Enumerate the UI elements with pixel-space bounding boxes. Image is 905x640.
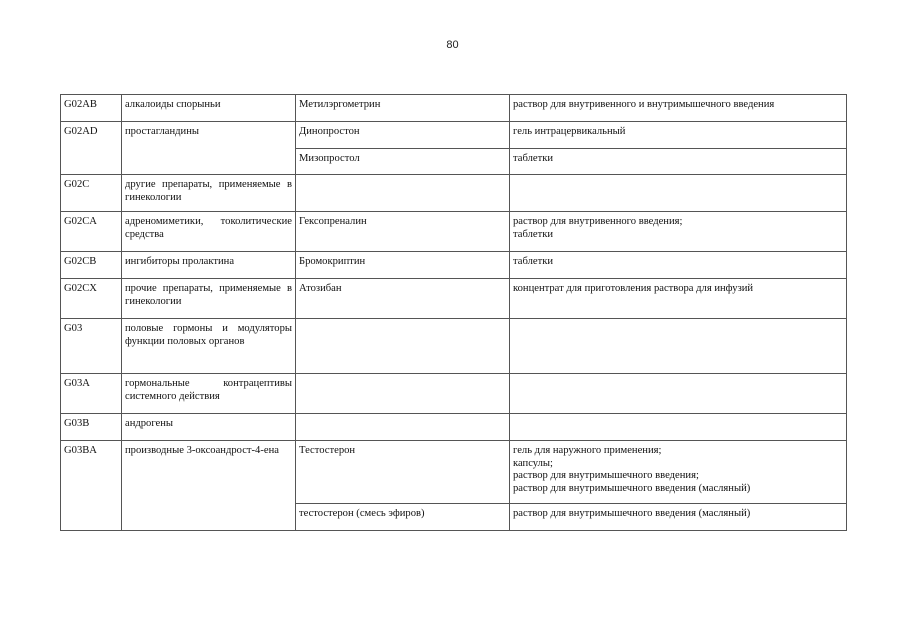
drug-name-cell: тестостерон (смесь эфиров) [296,504,510,531]
dosage-form-line: раствор для внутримышечного введения (масляный) [513,482,751,494]
dosage-form-cell [510,279,847,319]
dosage-form-cell [510,175,847,212]
anatomical-group-cell: половые гормоны и модуляторы функции половых органов [122,319,296,374]
page-number: 80 [446,39,459,51]
drug-name-cell: Динопростон [296,122,510,149]
anatomical-group-cell: алкалоиды спорыньи [122,95,296,122]
anatomical-group-cell: адреномиметики, токолитические средства [122,212,296,252]
dosage-form-cell [510,374,847,414]
dosage-form-line: раствор для внутривенного введения; [513,216,683,227]
anatomical-group-cell: прочие препараты, применяемые в гинекологии [122,279,296,319]
dosage-form-cell [510,95,847,122]
dosage-form-cell [510,441,847,504]
dosage-form-line: раствор для внутримышечного введения; [513,470,699,482]
table-row [61,252,847,279]
atc-code-cell: G02CX [61,279,122,319]
table-row [61,414,847,441]
anatomical-group-cell: производные 3-оксоандрост-4-ена [122,441,296,531]
dosage-form-line: таблетки [513,153,554,164]
table-row [61,122,847,149]
drug-name-cell [296,374,510,414]
dosage-form-cell [510,504,847,531]
atc-code-cell: G03A [61,374,122,414]
table-row [61,374,847,414]
drug-name-cell [296,414,510,441]
drug-table [60,94,847,531]
atc-code-cell: G03 [61,319,122,374]
drug-name-cell: Мизопростол [296,149,510,175]
drug-name-cell: Метилэргометрин [296,95,510,122]
dosage-form-line: раствор для внутривенного и внутримышечного введения [513,99,775,110]
dosage-form-cell [510,212,847,252]
dosage-form-line: таблетки [513,256,554,267]
anatomical-group-cell: андрогены [122,414,296,441]
dosage-form-cell [510,252,847,279]
dosage-form-cell [510,149,847,175]
drug-name-cell [296,175,510,212]
dosage-form-line: таблетки [513,228,554,240]
atc-code-cell: G02CB [61,252,122,279]
atc-code-cell: G03B [61,414,122,441]
anatomical-group-cell: гормональные контрацептивы системного действия [122,374,296,414]
table-row [61,279,847,319]
table-row [61,95,847,122]
anatomical-group-cell: другие препараты, применяемые в гинекологии [122,175,296,212]
atc-code-cell: G02C [61,175,122,212]
dosage-form-line: концентрат для приготовления раствора для инфузий [513,283,754,294]
dosage-form-line: раствор для внутримышечного введения (масляный) [513,508,751,519]
dosage-form-line: капсулы; [513,457,553,469]
drug-name-cell: Бромокриптин [296,252,510,279]
drug-name-cell [296,319,510,374]
atc-code-cell: G02AB [61,95,122,122]
dosage-form-cell [510,122,847,149]
table-row [61,212,847,252]
drug-table-body [61,95,847,531]
table-row [61,319,847,374]
drug-name-cell: Атозибан [296,279,510,319]
anatomical-group-cell: простагландины [122,122,296,175]
table-row [61,441,847,504]
drug-name-cell: Гексопреналин [296,212,510,252]
table-row [61,175,847,212]
anatomical-group-cell: ингибиторы пролактина [122,252,296,279]
dosage-form-cell [510,319,847,374]
atc-code-cell: G02CA [61,212,122,252]
drug-name-cell: Тестостерон [296,441,510,504]
atc-code-cell: G02AD [61,122,122,175]
dosage-form-cell [510,414,847,441]
atc-code-cell: G03BA [61,441,122,531]
dosage-form-line: гель для наружного применения; [513,445,662,456]
dosage-form-line: гель интрацервикальный [513,126,626,137]
